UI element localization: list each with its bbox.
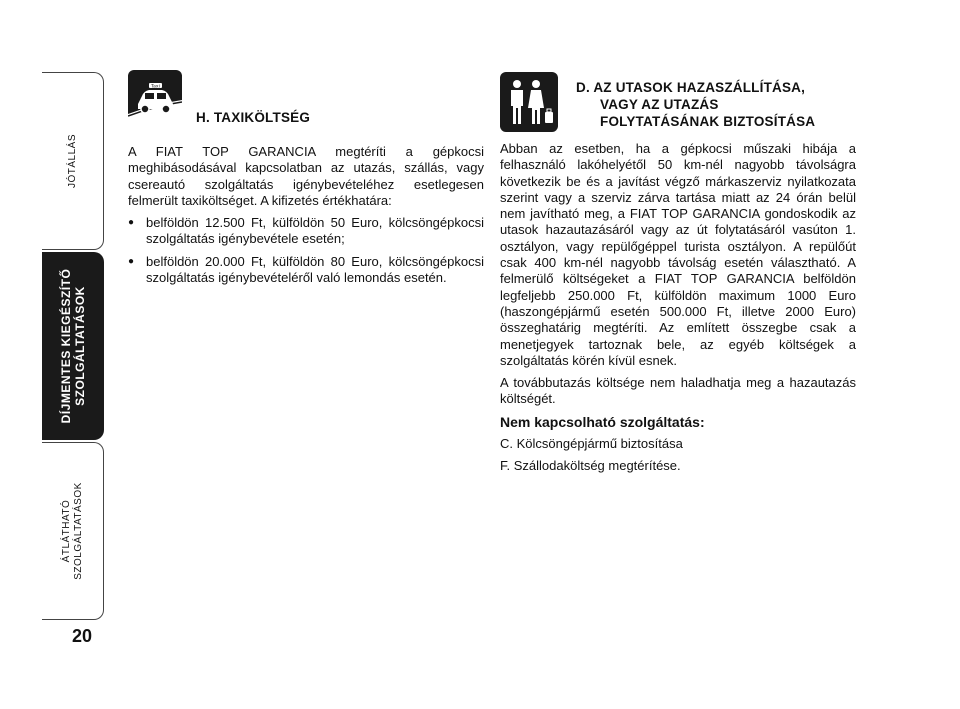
tab-free-services-label xyxy=(59,269,87,424)
tab-free-services-line1: DÍJMENTES KIEGÉSZÍTŐ xyxy=(59,268,73,424)
taxi-icon xyxy=(128,70,182,124)
tab-transparent-services[interactable] xyxy=(42,442,104,620)
tab-transparent-services-label xyxy=(61,482,85,580)
section-h-heading: H. TAXIKÖLTSÉG xyxy=(196,110,311,125)
section-d-heading xyxy=(576,79,815,130)
svg-text:Taxi: Taxi xyxy=(151,84,160,90)
tab-warranty-label: JÓTÁLLÁS xyxy=(66,133,78,189)
return-journey-paragraph: Abban az esetben, ha a gépkocsi műszaki hibája a felhasználó lakóhelyétől 50 km-nél nagyobb távolságra következik be és a javítást végző márkaszerviz nyilatkozata szerint vagy a szerviz zárva tartása miatt az 24 órán belül nem javítható meg, a FIAT TOP GARANCIA gondoskodik az utasok hazautazásáról vagy az út folytatásáról vasúton 1. osztályon, vagy repülőgéppel turista osztályon. A repülőút csak 400 km-nél nagyobb távolság esetén választható. A felmerülő költségeket a FIAT TOP GARANCIA belföldön legfeljebb 250.000 Ft, külföldön maximum 1000 Euro (haszongépjármű esetén 500.000 Ft, illetve 2000 Euro) összeghatárig megtéríti. Az említett összegbe csak a menetjegyek tartoznak bele, az egyéb költségek a szolgáltatás körén kívül esnek. xyxy=(500,141,856,368)
people-luggage-icon xyxy=(500,72,558,132)
section-d-heading-line1: D. AZ UTASOK HAZASZÁLLÍTÁSA, xyxy=(576,80,806,95)
right-column xyxy=(500,141,856,481)
tab-transparent-line1: ÁTLÁTHATÓ xyxy=(60,499,72,563)
list-item: F. Szállodaköltség megtérítése. xyxy=(500,458,681,474)
section-d-heading-line2: VAGY AZ UTAZÁS xyxy=(600,97,719,112)
tab-transparent-line2: SZOLGÁLTATÁSOK xyxy=(72,482,84,580)
bullet-item: ● belföldön 12.500 Ft, külföldön 50 Euro, kölcsöngépkocsi szolgáltatás igénybevétele esetén; xyxy=(128,215,484,248)
section-d-heading-line3: FOLYTATÁSÁNAK BIZTOSÍTÁSA xyxy=(600,114,816,129)
page-number: 20 xyxy=(72,626,93,646)
not-combinable-heading: Nem kapcsolható szolgáltatás: xyxy=(500,413,705,430)
onward-cost-paragraph: A továbbutazás költsége nem haladhatja meg a hazautazás költségét. xyxy=(500,375,856,407)
taxi-intro: A FIAT TOP GARANCIA megtéríti a gépkocsi meghibásodásával kapcsolatban az utazás, szállás, vagy csereautó szolgáltatás igénybevételéhez esetlegesen felmerült taxiköltséget. A kifizetés értékhatára: xyxy=(128,144,484,208)
list-item: C. Kölcsöngépjármű biztosítása xyxy=(500,436,683,452)
tab-free-services-line2: SZOLGÁLTATÁSOK xyxy=(73,286,87,406)
bullet-item: ● belföldön 20.000 Ft, külföldön 80 Euro, kölcsöngépkocsi szolgáltatás igénybevételéről való lemondás esetén. xyxy=(128,254,484,287)
tab-warranty[interactable] xyxy=(42,72,104,250)
left-column xyxy=(128,144,484,292)
tab-free-services[interactable] xyxy=(42,252,104,440)
